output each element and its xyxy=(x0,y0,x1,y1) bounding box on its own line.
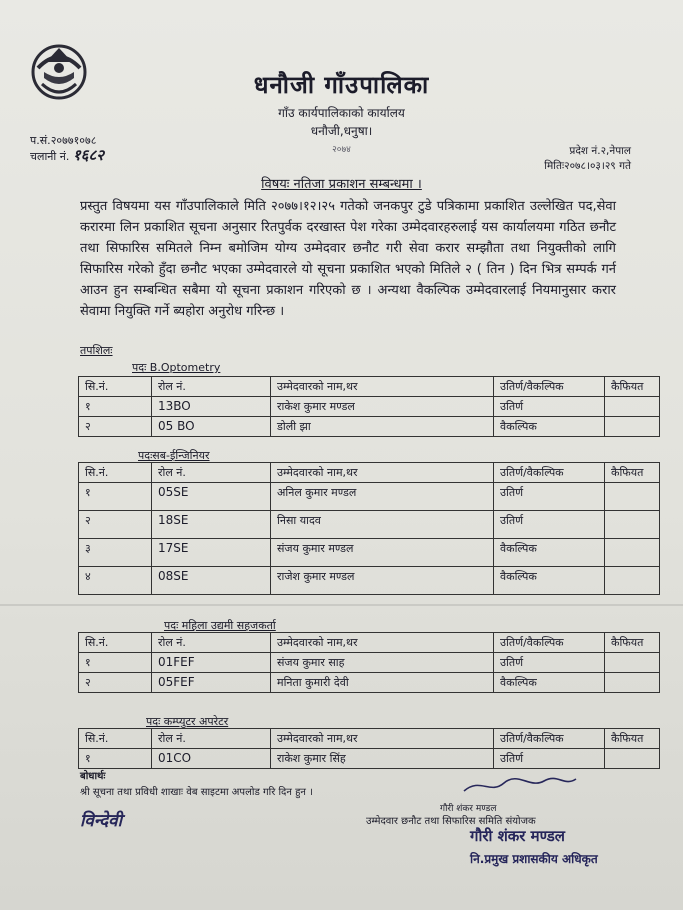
cell-status: वैकल्पिक xyxy=(494,673,605,693)
cell-status: उतिर्ण xyxy=(494,511,605,539)
col-status: उतिर्ण/वैकल्पिक xyxy=(494,633,605,653)
col-sn: सि.नं. xyxy=(79,633,152,653)
cell-remark xyxy=(605,511,660,539)
post-name: पदःसब-ईन्जिनियर xyxy=(138,449,210,462)
cell-name: राकेश कुमार मण्डल xyxy=(271,397,494,417)
col-roll: रोल नं. xyxy=(152,463,271,483)
cell-status: वैकल्पिक xyxy=(494,417,605,437)
col-roll: रोल नं. xyxy=(152,729,271,749)
table-row xyxy=(79,417,660,437)
cell-sn: १ xyxy=(79,483,152,511)
cell-sn: ४ xyxy=(79,567,152,595)
cell-name: अनिल कुमार मण्डल xyxy=(271,483,494,511)
cell-sn: १ xyxy=(79,653,152,673)
table-header-row xyxy=(79,463,660,483)
cell-name: निसा यादव xyxy=(271,511,494,539)
cell-sn: २ xyxy=(79,511,152,539)
chalani-value: १६८२ xyxy=(72,146,105,164)
cell-name: डोली झा xyxy=(271,417,494,437)
table-header-row xyxy=(79,729,660,749)
paper-fold xyxy=(0,604,683,606)
col-status: उतिर्ण/वैकल्पिक xyxy=(494,729,605,749)
post-label xyxy=(132,360,220,375)
tapsil-label: तपशिलः xyxy=(80,344,113,357)
cell-sn: १ xyxy=(79,397,152,417)
cell-remark xyxy=(605,653,660,673)
province-block xyxy=(544,144,631,174)
notes-text: श्री सूचना तथा प्रविधी शाखाः वेब साइटमा अपलोड गरि दिन हुन । xyxy=(80,787,313,798)
cell-roll: 13BO xyxy=(152,397,271,417)
signatory-handwritten-name: गौरी शंकर मण्डल xyxy=(440,804,497,814)
cell-roll: 05SE xyxy=(152,483,271,511)
province-line: प्रदेश नं.२,नेपाल xyxy=(569,145,631,157)
table-row xyxy=(79,511,660,539)
results-table xyxy=(78,632,660,693)
cell-status: उतिर्ण xyxy=(494,653,605,673)
cell-sn: १ xyxy=(79,749,152,769)
notice-body: प्रस्तुत विषयमा यस गाँउपालिकाले मिति २०७७।१२।२५ गतेको जनकपुर टुडे पत्रिकामा प्रकाशित उल्लेखित पद,सेवा करारमा लिन प्रकाशित सूचना अनुसार रितपुर्वक दरखास्त पेश गरेका उम्मेदवारहरुलाई यस कार्यालयमा गठित छनौट तथा सिफारिस समितले निम्न बमोजिम योग्य उम्मेदवार छनौट गरी सेवा करार सम्झौता तथा नियुक्तीको लागि सिफारिस गरेको हुँदा छनौट भएका उम्मेदवारले यो सूचना प्रकाशित भएको मितिले २ ( तिन ) दिन भित्र सम्पर्क गर्न आउन हुन सम्बन्धित सबैमा यो सूचना प्रकाशन गरिएको छ । अन्यथा वैकल्पिक उम्मेदवारलाई नियमानुसार करार सेवामा नियुक्ति गर्ने ब्यहोरा अनुरोध गरिन्छ । xyxy=(80,199,616,319)
post-name: पदः कम्प्युटर अपरेटर xyxy=(146,715,229,728)
col-roll: रोल नं. xyxy=(152,633,271,653)
subject-line xyxy=(0,174,683,192)
table-row xyxy=(79,673,660,693)
ps-value: २०७७१०७८ xyxy=(50,134,97,147)
col-name: उम्मेदवारको नाम,थर xyxy=(271,633,494,653)
cell-name: मनिता कुमारी देवी xyxy=(271,673,494,693)
post-label xyxy=(164,618,276,633)
cell-status: उतिर्ण xyxy=(494,749,605,769)
results-table xyxy=(78,728,660,769)
stamp-title: नि.प्रमुख प्रशासकीय अधिकृत xyxy=(470,852,598,866)
cell-remark xyxy=(605,397,660,417)
post-label xyxy=(138,448,210,463)
table-row xyxy=(79,749,660,769)
cell-name: संजय कुमार मण्डल xyxy=(271,539,494,567)
col-name: उम्मेदवारको नाम,थर xyxy=(271,463,494,483)
signatory-role: उम्मेदवार छनौट तथा सिफारिस समिति संयोजक xyxy=(366,816,536,827)
ps-label: प.सं. xyxy=(30,134,51,147)
col-remark: कैफियत xyxy=(605,377,660,397)
table-row xyxy=(79,567,660,595)
cell-status: उतिर्ण xyxy=(494,483,605,511)
cell-remark xyxy=(605,539,660,567)
cell-remark xyxy=(605,417,660,437)
post-label xyxy=(146,714,228,729)
cell-status: वैकल्पिक xyxy=(494,539,605,567)
office-established: २०७४ xyxy=(332,145,351,155)
cell-status: वैकल्पिक xyxy=(494,567,605,595)
results-table xyxy=(78,376,660,437)
col-remark: कैफियत xyxy=(605,463,660,483)
cell-remark xyxy=(605,673,660,693)
table-header-row xyxy=(79,377,660,397)
col-name: उम्मेदवारको नाम,थर xyxy=(271,729,494,749)
cell-name: राकेश कुमार सिंह xyxy=(271,749,494,769)
cell-status: उतिर्ण xyxy=(494,397,605,417)
office-address: धनौजी,धनुषा। xyxy=(310,124,373,138)
col-sn: सि.नं. xyxy=(79,729,152,749)
office-subtitle: गाँउ कार्यपालिकाको कार्यालय xyxy=(278,106,405,120)
cell-remark xyxy=(605,567,660,595)
letter-date: मितिः२०७८।०३।२९ गते xyxy=(544,160,631,172)
signature-scribble-icon xyxy=(460,775,580,797)
table-row xyxy=(79,539,660,567)
post-name: पदः महिला उद्यमी सहजकर्ता xyxy=(164,619,276,632)
left-signature: विन्देवी xyxy=(80,811,122,831)
col-name: उम्मेदवारको नाम,थर xyxy=(271,377,494,397)
cell-remark xyxy=(605,749,660,769)
cell-roll: 18SE xyxy=(152,511,271,539)
col-roll: रोल नं. xyxy=(152,377,271,397)
chalani-label: चलानी नं. xyxy=(30,150,70,163)
cell-roll: 01CO xyxy=(152,749,271,769)
cell-sn: २ xyxy=(79,673,152,693)
notes-label: बोधार्थः xyxy=(80,771,106,782)
subject-text: विषयः नतिजा प्रकाशन सम्बन्धमा । xyxy=(261,177,422,192)
cell-roll: 17SE xyxy=(152,539,271,567)
post-name: पदः B.Optometry xyxy=(132,361,221,374)
cell-roll: 05FEF xyxy=(152,673,271,693)
reference-block xyxy=(30,133,104,164)
table-row xyxy=(79,483,660,511)
col-status: उतिर्ण/वैकल्पिक xyxy=(494,463,605,483)
cell-name: राजेश कुमार मण्डल xyxy=(271,567,494,595)
cell-roll: 01FEF xyxy=(152,653,271,673)
cell-roll: 08SE xyxy=(152,567,271,595)
cell-name: संजय कुमार साह xyxy=(271,653,494,673)
cell-remark xyxy=(605,483,660,511)
col-remark: कैफियत xyxy=(605,633,660,653)
cell-roll: 05 BO xyxy=(152,417,271,437)
stamp-name: गौरी शंकर मण्डल xyxy=(470,827,565,845)
table-row xyxy=(79,397,660,417)
col-status: उतिर्ण/वैकल्पिक xyxy=(494,377,605,397)
results-table xyxy=(78,462,660,595)
cell-sn: ३ xyxy=(79,539,152,567)
office-title: धनौजी गाँउपालिका xyxy=(253,71,430,99)
col-sn: सि.नं. xyxy=(79,463,152,483)
table-header-row xyxy=(79,633,660,653)
cell-sn: २ xyxy=(79,417,152,437)
table-row xyxy=(79,653,660,673)
col-remark: कैफियत xyxy=(605,729,660,749)
col-sn: सि.नं. xyxy=(79,377,152,397)
